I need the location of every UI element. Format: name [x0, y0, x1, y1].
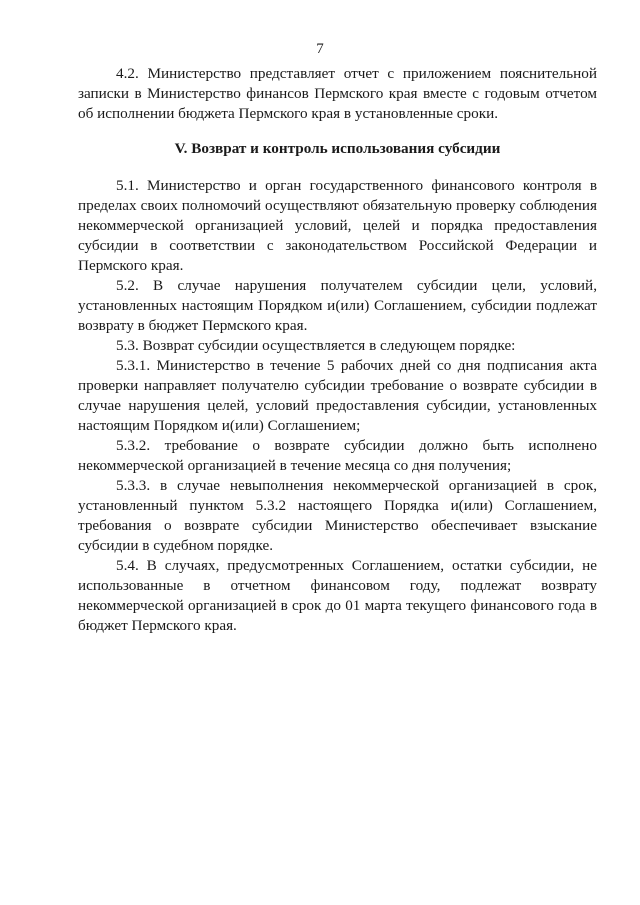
- paragraph-5-3: 5.3. Возврат субсидии осуществляется в следующем порядке:: [116, 337, 516, 354]
- paragraph-5-3-3: 5.3.3. в случае невыполнения некоммерческой организацией в срок, установленный пунктом 5.3.2 настоящего Порядка и(или) Соглашением, требования о возврате субсидии Министерство обеспечивает взыскание субсидии в судебном порядке.: [78, 477, 597, 554]
- paragraph-5-3-2: 5.3.2. требование о возврате субсидии должно быть исполнено некоммерческой организацией в течение месяца со дня получения;: [78, 437, 597, 474]
- paragraph-5-3-1: 5.3.1. Министерство в течение 5 рабочих дней со дня подписания акта проверки направляет получателю субсидии требование о возврате субсидии в случае нарушения целей, условий предоставления субсидии, установленных настоящим Порядком и(или) Соглашением;: [78, 357, 597, 434]
- paragraph-5-2: 5.2. В случае нарушения получателем субсидии цели, условий, установленных настоящим Порядком и(или) Соглашением, субсидии подлежат возврату в бюджет Пермского края.: [78, 277, 597, 334]
- paragraph-4-2: 4.2. Министерство представляет отчет с приложением пояснительной записки в Министерство финансов Пермского края вместе с годовым отчетом об исполнении бюджета Пермского края в установленные сроки.: [78, 65, 597, 122]
- paragraph-5-4: 5.4. В случаях, предусмотренных Соглашением, остатки субсидии, не использованные в отчетном финансовом году, подлежат возврату некоммерческой организацией в срок до 01 марта текущего финансового года в бюджет Пермского края.: [78, 557, 597, 634]
- paragraph-5-1: 5.1. Министерство и орган государственного финансового контроля в пределах своих полномочий осуществляют обязательную проверку соблюдения некоммерческой организацией условий, целей и порядка предоставления субсидии в соответствии с законодательством Российской Федерации и Пермского края.: [78, 177, 597, 274]
- page-number: 7: [316, 41, 324, 57]
- section-heading: V. Возврат и контроль использования субсидии: [174, 140, 501, 157]
- document-body: [78, 64, 597, 636]
